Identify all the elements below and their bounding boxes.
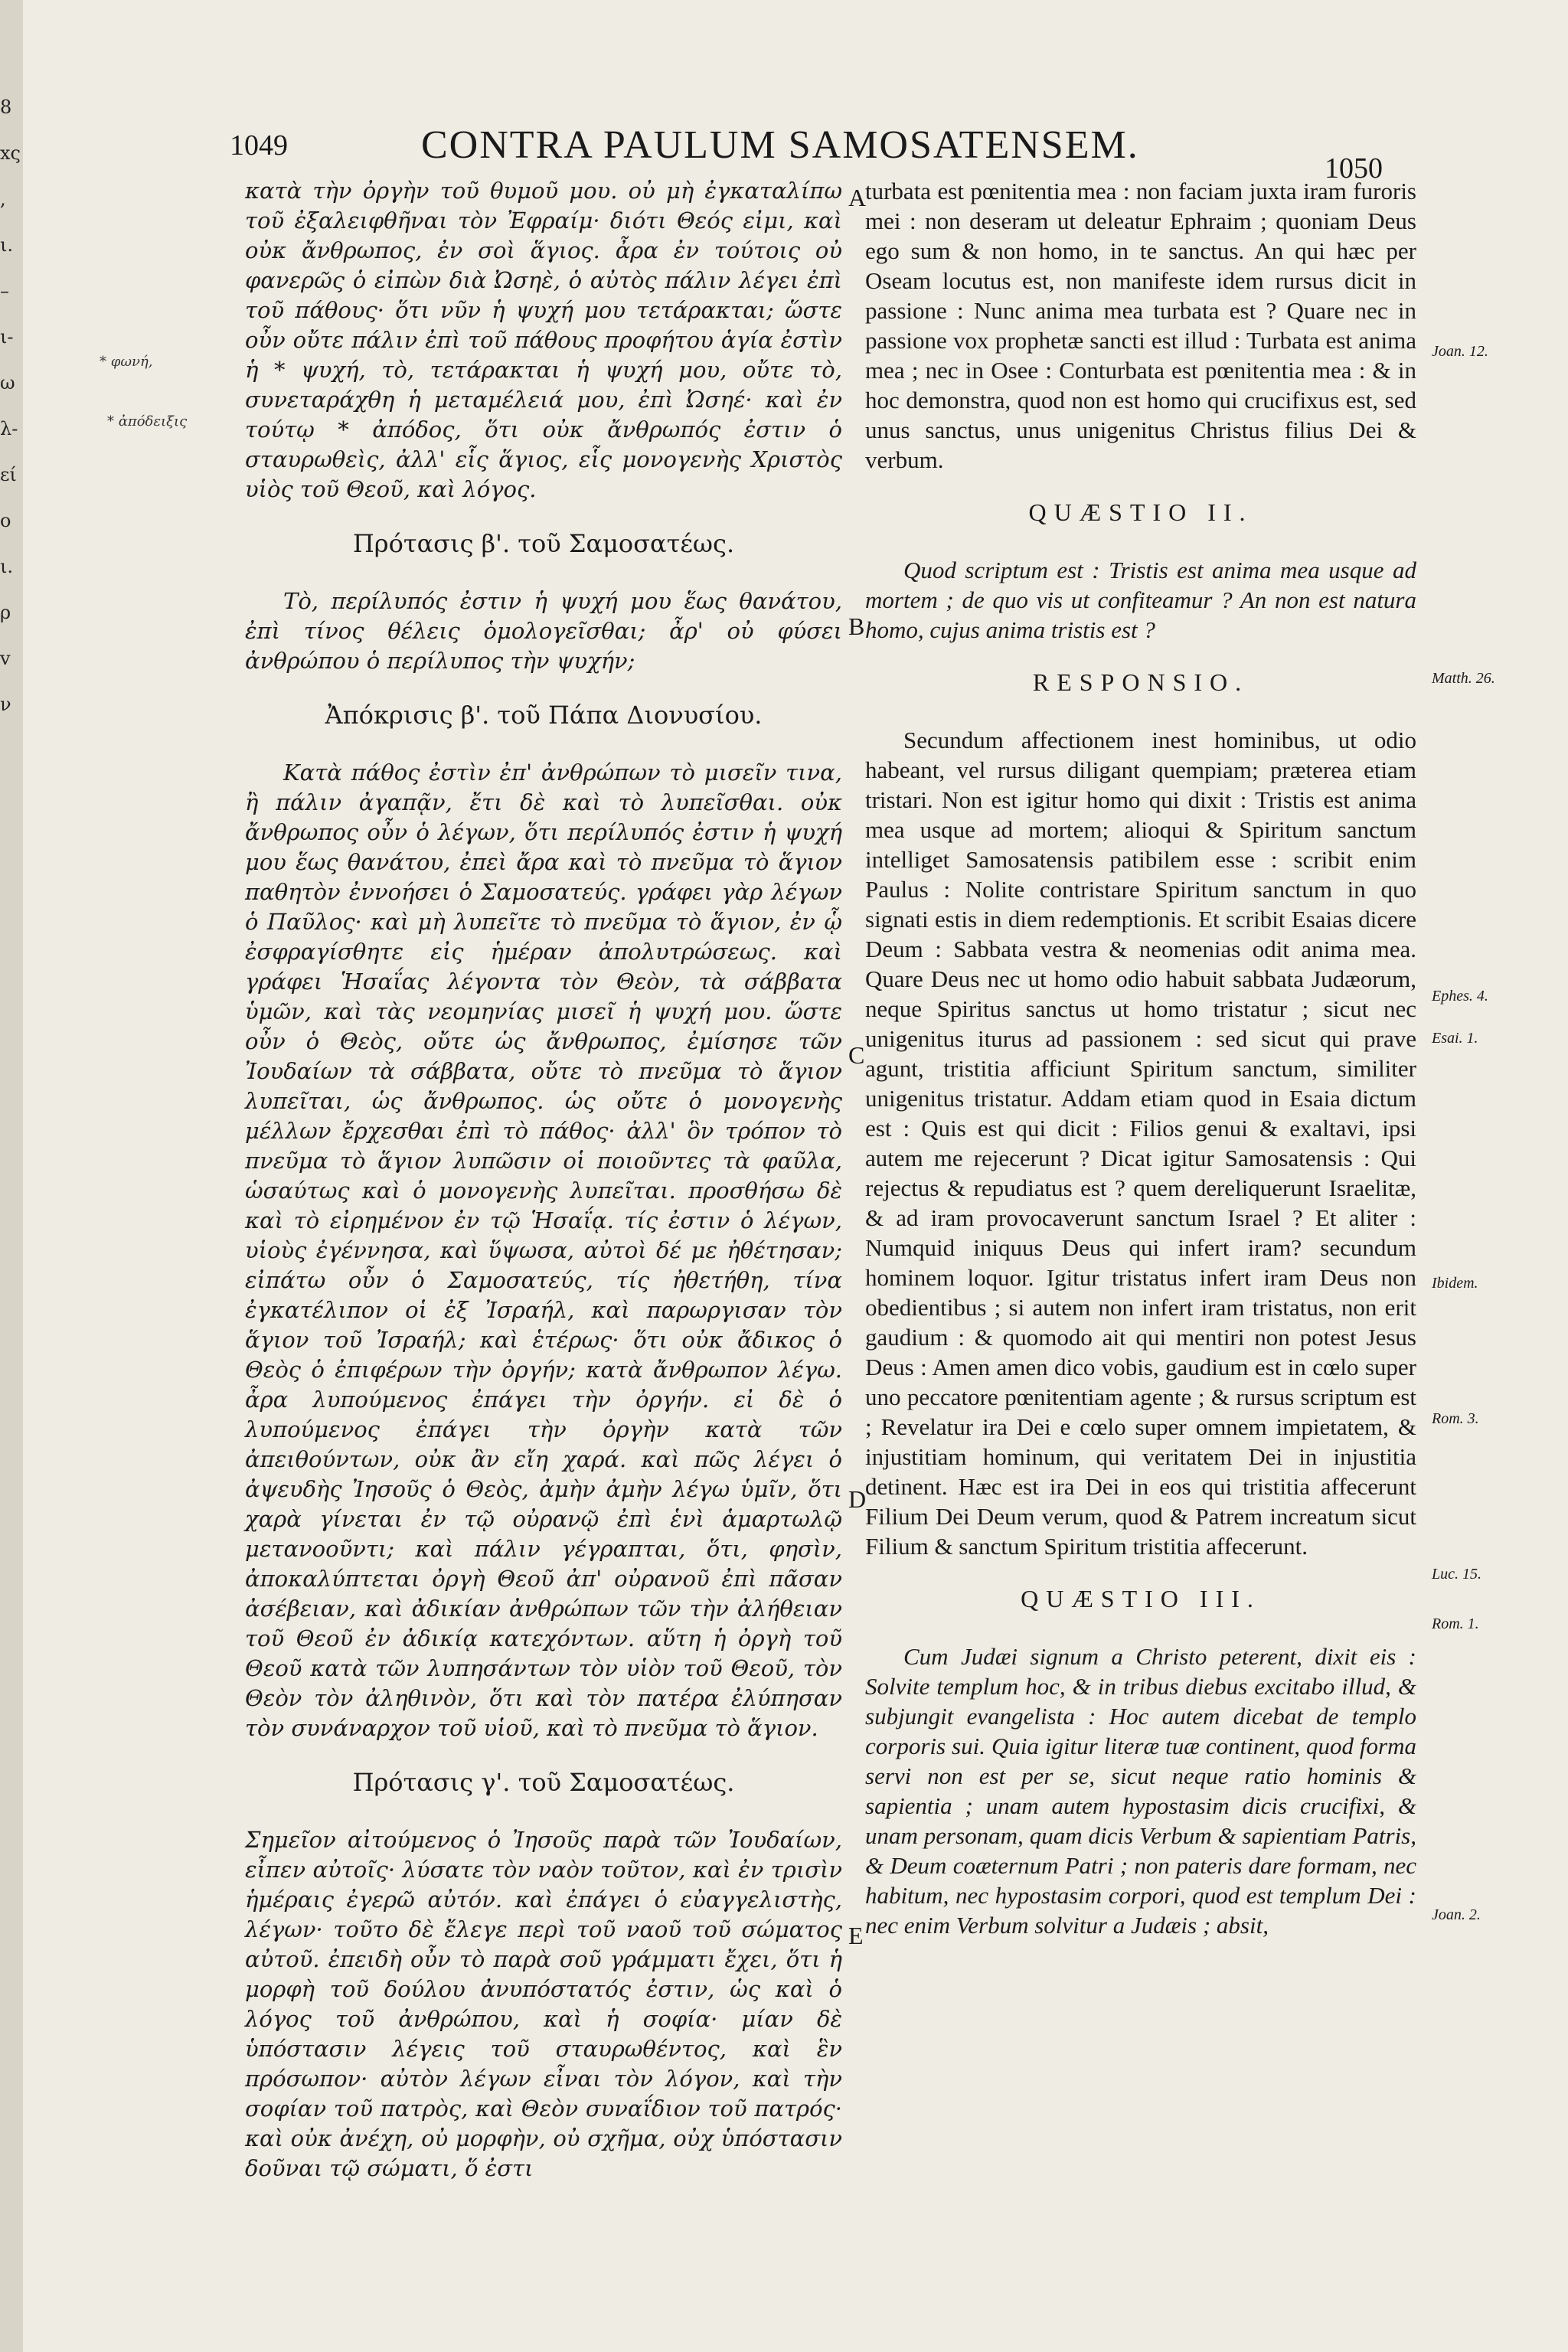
- latin-paragraph-1: turbata est pœnitentia mea : non faciam juxta iram furoris mei : non deseram ut deleatur Ephraim ; quoniam Deus ego sum & non homo, in te sanctus. An qui hæc per Oseam locutus est, non manifeste idem rursus dicit in passione : Nunc anima mea turbata est ? Quare nec in passione vox prophetæ sancti est illud : Turbata est anima mea ; nec in Osee : Conturbata est pœnitentia mea : & in hoc demonstra, quod non est homo qui crucifixus est, sed unus sanctus, unus unigenitus Christus filius Dei & verbum.: [865, 178, 1416, 473]
- greek-heading-protasis-3: Πρότασις γ'. τοῦ Σαμοσατέως.: [352, 1768, 735, 1797]
- side-ref-joan2: Joan. 2.: [1432, 1906, 1481, 1923]
- greek-paragraph-1: κατὰ τὴν ὀργὴν τοῦ θυμοῦ μου. οὐ μὴ ἐγκαταλίπω τοῦ ἐξαλειφθῆναι τὸν Ἐφραίμ· διότι Θεός εἰμι, καὶ οὐκ ἄνθρωπος, ἐν σοὶ ἅγιος. ἆρα ἐν τούτοις οὐ φανερῶς ὁ εἰπὼν διὰ Ὠσηὲ, ὁ αὐτὸς πάλιν λέγει ἐπὶ τοῦ πάθους· ὅτι νῦν ἡ ψυχή μου τετάρακται; ὥστε οὖν οὔτε πάλιν ἐπὶ τοῦ πάθους προφήτου ἁγία ἐστὶν ἡ * ψυχή, τὸ, τετάρακται ἡ ψυχή μου, οὔτε τὸ, συνεταράχθη ἡ μεταμέλειά μου, ἐπὶ Ὠσηέ· καὶ ἐν τούτῳ * ἀπόδος, ὅτι οὐκ ἄνθρωπός ἐστιν ὁ σταυρωθεὶς, ἀλλ' εἷς ἅγιος, εἷς μονογενὴς Χριστὸς υἱὸς τοῦ Θεοῦ, καὶ λόγος.: [245, 178, 842, 502]
- page-number-left: 1049: [230, 129, 288, 162]
- greek-paragraph-3: Κατὰ πάθος ἐστὶν ἐπ' ἀνθρώπων τὸ μισεῖν τινα, ἢ πάλιν ἀγαπᾷν, ἔτι δὲ καὶ τὸ λυπεῖσθαι. οὐκ ἄνθρωπος οὖν ὁ λέγων, ὅτι περίλυπός ἐστιν ἡ ψυχή μου ἕως θανάτου, ἐπεὶ ἄρα καὶ τὸ πνεῦμα τὸ ἅγιον παθητὸν ἐννοήσει ὁ Σαμοσατεύς. γράφει γὰρ λέγων ὁ Παῦλος· καὶ μὴ λυπεῖτε τὸ πνεῦμα τὸ ἅγιον, ἐν ᾧ ἐσφραγίσθητε εἰς ἡμέραν ἀπολυτρώσεως. καὶ γράφει Ἡσαΐας λέγοντα τὸν Θεὸν, τὰ σάββατα ὑμῶν, καὶ τὰς νεομηνίας μισεῖ ἡ ψυχή μου. ὥστε οὖν ὁ Θεὸς, οὔτε ὡς ἄνθρωπος, ἐμίσησε τῶν Ἰουδαίων τὰ σάββατα, οὔτε τὸ πνεῦμα τὸ ἅγιον λυπεῖται, ὡς ἄνθρωπος. ὡς οὔτε ὁ μονογενὴς μέλλων ἔρχεσθαι ἐπὶ τὸ πάθος· ἀλλ' ὃν τρόπον τὸ πνεῦμα τὸ ἅγιον λυπῶσιν οἱ ποιοῦντες τὰ φαῦλα, ὡσαύτως καὶ ὁ μονογενὴς λυπεῖται. προσθήσω δὲ καὶ τὸ εἰρημένον ἐν τῷ Ἡσαΐᾳ. τίς ἐστιν ὁ λέγων, υἱοὺς ἐγέννησα, καὶ ὕψωσα, αὐτοὶ δέ με ἠθέτησαν; εἰπάτω οὖν ὁ Σαμοσατεύς, τίς ἠθετήθη, τίνα ἐγκατέλιπον οἱ ἐξ Ἰσραήλ, καὶ παρωργισαν τὸν ἅγιον τοῦ Ἰσραήλ; καὶ ἑτέρως· ὅτι οὐκ ἄδικος ὁ Θεὸς ὁ ἐπιφέρων τὴν ὀργήν; κατὰ ἄνθρωπον λέγω. ἆρα λυπούμενος ἐπάγει τὴν ὀργήν. εἰ δὲ ὁ λυπούμενος ἐπάγει τὴν ὀργὴν κατὰ τῶν ἀπειθούντων, οὐκ ἂν εἴη χαρά. καὶ πῶς λέγει ὁ ἀψευδὴς Ἰησοῦς ὁ Θεὸς, ἀμὴν ἀμὴν λέγω ὑμῖν, ὅτι χαρὰ γίνεται ἐν τῷ οὐρανῷ ἐπὶ ἑνὶ ἁμαρτωλῷ μετανοοῦντι; καὶ πάλιν γέγραπται, ὅτι, φησὶν, ἀποκαλύπτεται ὀργὴ Θεοῦ ἀπ' οὐρανοῦ ἐπὶ πᾶσαν ἀσέβειαν, καὶ ἀδικίαν ἀνθρώπων τῶν τὴν ἀλήθειαν τοῦ Θεοῦ ἐν ἀδικίᾳ κατεχόντων. αὕτη ἡ ὀργὴ τοῦ Θεοῦ κατὰ τῶν λυπησάντων τὸν υἱὸν τοῦ Θεοῦ, τὸν Θεὸν τὸν ἀληθινὸν, ὅτι καὶ τὸν πατέρα ἐλύπησαν τὸν συνάναρχον τοῦ υἱοῦ, καὶ τὸ πνεῦμα τὸ ἅγιον.: [245, 760, 842, 1741]
- greek-paragraph-2: Τὸ, περίλυπός ἐστιν ἡ ψυχή μου ἕως θανάτου, ἐπὶ τίνος θέλεις ὁμολογεῖσθαι; ἆρ' οὐ φύσει ἀνθρώπου ὁ περίλυπος τὴν ψυχήν;: [245, 588, 842, 674]
- section-letter-a: A: [848, 184, 867, 211]
- latin-heading-quaestio-2: QUÆSTIO II.: [1028, 498, 1253, 526]
- side-ref-luc15: Luc. 15.: [1432, 1566, 1481, 1583]
- side-ref-ibidem: Ibidem.: [1432, 1275, 1478, 1292]
- section-letter-e: E: [848, 1922, 864, 1949]
- side-ref-rom3: Rom. 3.: [1432, 1410, 1479, 1427]
- page-header: [230, 122, 1424, 184]
- side-ref-esai1: Esai. 1.: [1432, 1030, 1478, 1047]
- greek-heading-apokrisis-2: Ἀπόκρισις β'. τοῦ Πάπα Διονυσίου.: [325, 701, 763, 730]
- section-letter-d: D: [848, 1485, 867, 1513]
- latin-question-2: Quod scriptum est : Tristis est anima mea usque ad mortem ; de quo vis ut confiteamur ? An non est natura homo, cujus anima tristis est ?: [865, 557, 1416, 643]
- page: [23, 0, 1568, 2352]
- previous-page-edge-text: 8 xς , ι. – ι- ω λ- εί ο ι. ρ v ν: [0, 96, 21, 715]
- latin-column: [865, 176, 1416, 1958]
- side-ref-ephes4: Ephes. 4.: [1432, 988, 1488, 1004]
- previous-page-edge: [0, 0, 23, 2352]
- greek-column: [245, 176, 842, 2202]
- latin-heading-responsio: RESPONSIO.: [1032, 668, 1250, 696]
- margin-note-left-1: * φωνή,: [100, 354, 153, 370]
- margin-note-left-2: * ἀπόδειξις: [107, 413, 188, 430]
- section-letter-c: C: [848, 1041, 865, 1069]
- latin-paragraph-2: Secundum affectionem inest hominibus, ut odio habeant, vel rursus diligant quempiam; præterea etiam tristari. Non est igitur homo qui dixit : Tristis est anima mea usque ad mortem; alioqui & Spiritum sanctum intelliget Samosatensis patibilem esse : scribit enim Paulus : Nolite contristare Spiritum sanctum in quo signati estis in diem redemptionis. Et scribit Esaias dicere Deum : Sabbata vestra & neomenias odit anima mea. Quare Deus nec ut homo odio habuit sabbata Judæorum, neque Spiritus sanctus ut homo tristatur ; sicut nec unigenitus iturus ad passionem : sed sicut qui prave agunt, tristitia afficiunt Spiritum sanctum, similiter unigenitus tristatur. Addam etiam quod in Esaia dictum est : Quis est qui dicit : Filios genui & exaltavi, ipsi autem me rejecerunt ? Dicat igitur Samosatensis : Qui rejectus & repudiatus est ? quem dereliquerunt Israelitæ, & ad iram provocaverunt sanctum Israel ? Et aliter : Numquid iniquus Deus qui infert iram? secundum hominem loquor. Igitur tristatus infert iram Deus non obedientibus ; si autem non infert iram tristatus, non erit gaudium : & quomodo ait qui mentiri non potest Jesus Deus : Amen amen dico vobis, gaudium est in cœlo super uno peccatore pœnitentiam agente ; & rursus scriptum est ; Revelatur ira Dei e cœlo super omnem impietatem, & injustitiam hominum, qui veritatem Dei in injustitia detinent. Hæc est ira Dei in eos qui tristitia affecerunt Filium Dei Deum verum, quod & Patrem increatum sicut Filium & sanctum Spiritum tristitia affecerunt.: [865, 727, 1416, 1560]
- side-ref-rom1: Rom. 1.: [1432, 1615, 1479, 1632]
- running-title: CONTRA PAULUM SAMOSATENSEM.: [421, 123, 1139, 167]
- page-number-right: 1050: [1325, 152, 1383, 185]
- side-ref-matth26: Matth. 26.: [1432, 670, 1495, 687]
- greek-paragraph-4: Σημεῖον αἰτούμενος ὁ Ἰησοῦς παρὰ τῶν Ἰουδαίων, εἶπεν αὐτοῖς· λύσατε τὸν ναὸν τοῦτον, καὶ ἐν τρισὶν ἡμέραις ἐγερῶ αὐτόν. καὶ ἐπάγει ὁ εὐαγγελιστὴς, λέγων· τοῦτο δὲ ἔλεγε περὶ τοῦ ναοῦ τοῦ σώματος αὐτοῦ. ἐπειδὴ οὖν τὸ παρὰ σοῦ γράμματι ἔχει, ὅτι ἡ μορφὴ τοῦ δούλου ἀνυπόστατός ἐστιν, ὡς καὶ ὁ λόγος τοῦ ἀνθρώπου, καὶ ἡ σοφία· μίαν δὲ ὑπόστασιν λέγεις τοῦ σταυρωθέντος, καὶ ἓν πρόσωπον· αὐτὸν λέγων εἶναι τὸν λόγον, καὶ τὴν σοφίαν τοῦ πατρὸς, καὶ Θεὸν συναΐδιον τοῦ πατρός· καὶ οὐκ ἀνέχη, οὐ μορφὴν, οὐ σχῆμα, οὐχ ὑπόστασιν δοῦναι τῷ σώματι, ὅ ἐστι: [245, 1827, 842, 2181]
- latin-question-3: Cum Judæi signum a Christo peterent, dixit eis : Solvite templum hoc, & in tribus diebus excitabo illud, & subjungit evangelista : Hoc autem dicebat de templo corporis sui. Quia igitur literæ tuæ continent, quod forma servi non est per se, sicut neque ratio hominis & sapientia ; unam autem hypostasim dicis crucifixi, & unam personam, quam dicis Verbum & sapientiam Patris, & Deum coæternum Patri ; non pateris dare formam, nec habitum, nec hypostasim corpori, quod est templum Dei : nec enim Verbum solvitur a Judæis ; absit,: [865, 1643, 1416, 1939]
- section-letter-b: B: [848, 612, 865, 640]
- latin-heading-quaestio-3: QUÆSTIO III.: [1021, 1585, 1261, 1612]
- side-ref-joan12: Joan. 12.: [1432, 343, 1488, 360]
- greek-heading-protasis-2: Πρότασις β'. τοῦ Σαμοσατέως.: [352, 529, 735, 558]
